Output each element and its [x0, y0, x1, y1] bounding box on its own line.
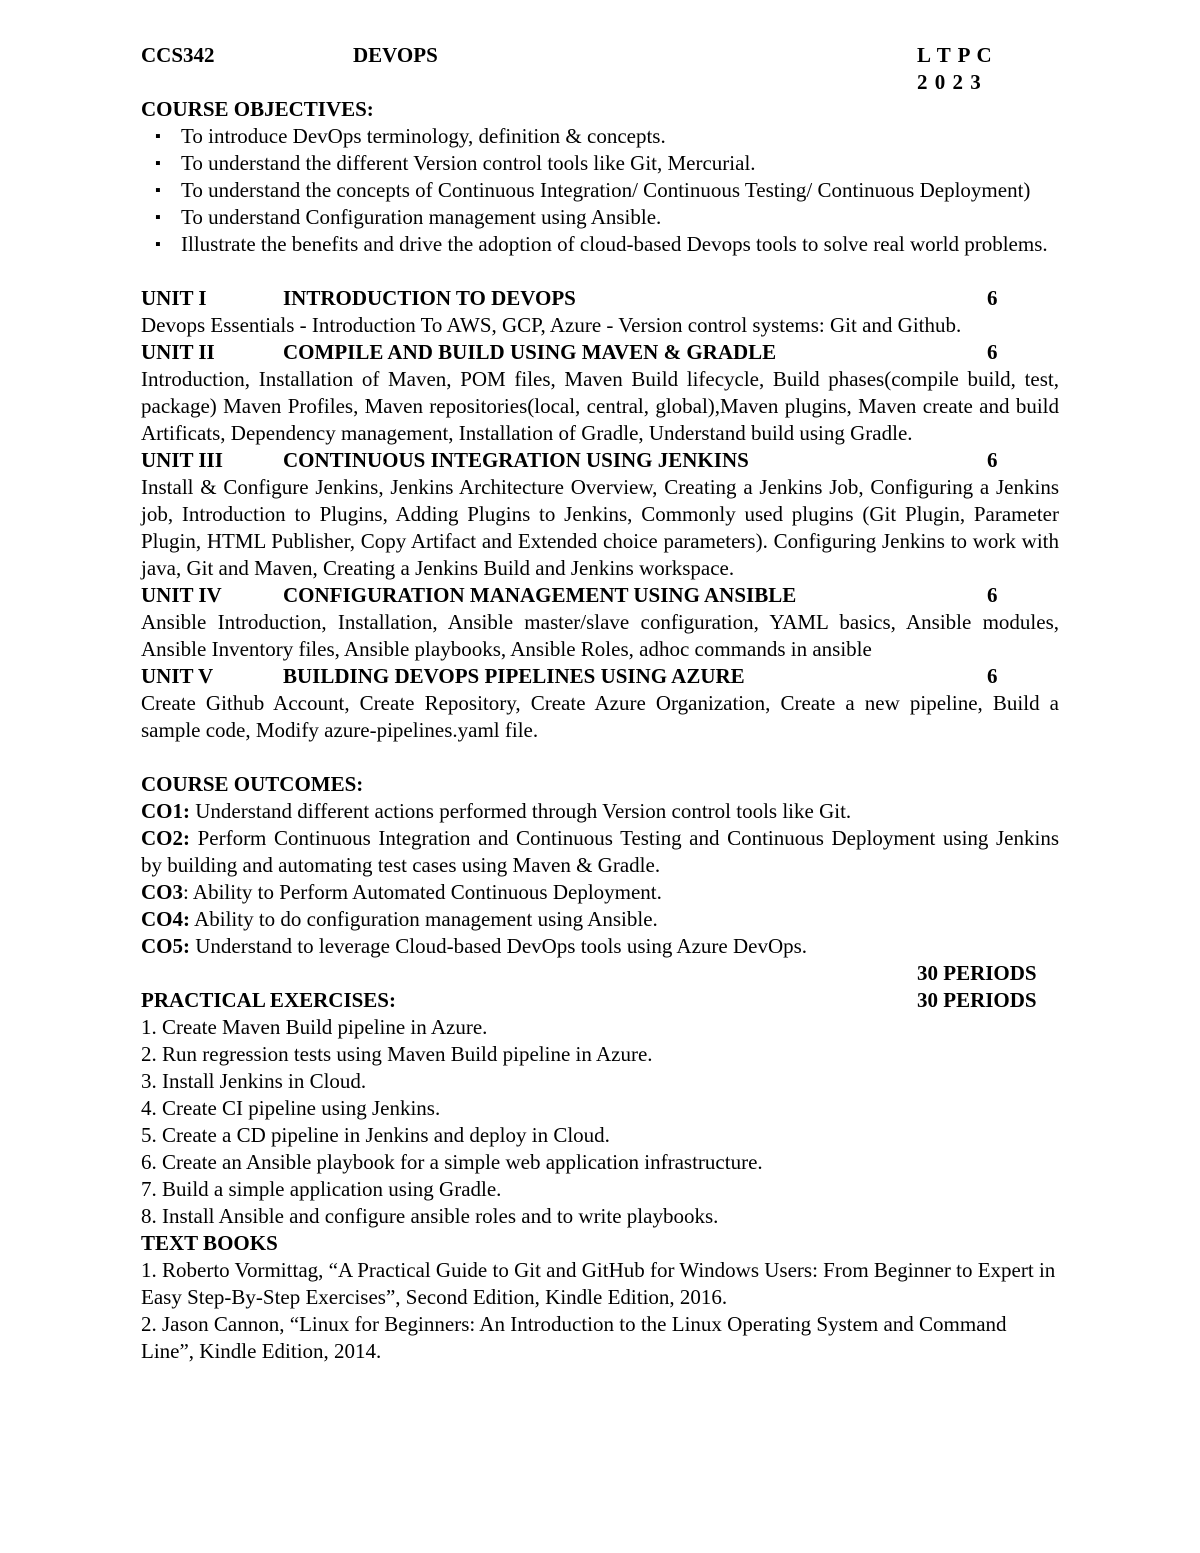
syllabus-page: [141, 42, 1059, 1365]
unit-hours: 6: [987, 583, 998, 607]
outcome-text: Ability to do configuration management using Ansible.: [190, 907, 658, 931]
unit-hours: 6: [987, 664, 998, 688]
unit-title: INTRODUCTION TO DEVOPS: [283, 286, 576, 310]
objective-item: ▪ To understand the different Version control tools like Git, Mercurial.: [181, 150, 1059, 177]
textbook-item: 2. Jason Cannon, “Linux for Beginners: An Introduction to the Linux Operating System and Command Line”, Kindle Edition, 2014.: [141, 1312, 1007, 1363]
practical-item: 5. Create a CD pipeline in Jenkins and deploy in Cloud.: [141, 1123, 610, 1147]
unit-label: UNIT IV: [141, 583, 222, 607]
outcome-code: CO3: [141, 880, 183, 904]
practical-item: 6. Create an Ansible playbook for a simple web application infrastructure.: [141, 1150, 763, 1174]
unit-title: BUILDING DEVOPS PIPELINES USING AZURE: [283, 664, 745, 688]
course-code: CCS342: [141, 43, 215, 67]
unit-label: UNIT II: [141, 340, 215, 364]
outcome-item: [141, 906, 1059, 933]
unit-1-body: Devops Essentials - Introduction To AWS, GCP, Azure - Version control systems: Git and Github.: [141, 313, 962, 337]
unit-title: CONTINUOUS INTEGRATION USING JENKINS: [283, 448, 749, 472]
theory-periods-row: [141, 960, 1059, 987]
ltpc-values: 2 0 2 3: [917, 70, 982, 94]
unit-hours: 6: [987, 286, 998, 310]
objectives-heading: COURSE OBJECTIVES:: [141, 97, 374, 121]
objective-item: ▪ Illustrate the benefits and drive the adoption of cloud-based Devops tools to solve real world problems.: [181, 231, 1059, 258]
outcome-text: : Ability to Perform Automated Continuous Deployment.: [183, 880, 662, 904]
unit-5-heading: [141, 663, 1059, 690]
unit-label: UNIT V: [141, 664, 214, 688]
practical-item: 1. Create Maven Build pipeline in Azure.: [141, 1015, 488, 1039]
unit-2-body: Introduction, Installation of Maven, POM files, Maven Build lifecycle, Build phases(compile build, test, package) Maven Profiles, Maven repositories(local, central, global),Maven plugins, Maven create and build Artificats, Dependency management, Installation of Gradle, Understand build using Gradle.: [141, 367, 1059, 445]
unit-title: CONFIGURATION MANAGEMENT USING ANSIBLE: [283, 583, 797, 607]
outcome-item: [141, 933, 1059, 960]
unit-3-heading: [141, 447, 1059, 474]
outcome-code: CO1:: [141, 799, 190, 823]
unit-label: UNIT III: [141, 448, 223, 472]
unit-hours: 6: [987, 448, 998, 472]
outcome-code: CO2:: [141, 826, 190, 850]
unit-label: UNIT I: [141, 286, 207, 310]
course-header: [141, 42, 1059, 96]
unit-title: COMPILE AND BUILD USING MAVEN & GRADLE: [283, 340, 777, 364]
practical-heading: PRACTICAL EXERCISES:: [141, 988, 396, 1012]
practical-heading-row: [141, 987, 1059, 1014]
outcome-text: Understand to leverage Cloud-based DevOps tools using Azure DevOps.: [190, 934, 808, 958]
objective-item: ▪ To understand Configuration management using Ansible.: [181, 204, 1059, 231]
outcome-code: CO5:: [141, 934, 190, 958]
practical-item: 4. Create CI pipeline using Jenkins.: [141, 1096, 441, 1120]
outcome-item: [141, 879, 1059, 906]
unit-4-body: Ansible Introduction, Installation, Ansible master/slave configuration, YAML basics, Ansible modules, Ansible Inventory files, Ansible playbooks, Ansible Roles, adhoc commands in ansible: [141, 610, 1059, 661]
theory-periods: 30 PERIODS: [917, 961, 1037, 985]
outcome-text: Understand different actions performed through Version control tools like Git.: [190, 799, 852, 823]
ltpc-label: L T P C: [917, 43, 993, 67]
unit-hours: 6: [987, 340, 998, 364]
practical-item: 3. Install Jenkins in Cloud.: [141, 1069, 367, 1093]
outcomes-heading: COURSE OUTCOMES:: [141, 772, 364, 796]
objectives-list: [141, 123, 1059, 258]
textbook-item: 1. Roberto Vormittag, “A Practical Guide to Git and GitHub for Windows Users: From Beginner to Expert in Easy Step-By-Step Exercises”, Second Edition, Kindle Edition, 2016.: [141, 1258, 1056, 1309]
textbooks-heading: TEXT BOOKS: [141, 1231, 278, 1255]
practical-periods: 30 PERIODS: [917, 988, 1037, 1012]
outcome-item: [141, 825, 1059, 879]
practical-item: 7. Build a simple application using Gradle.: [141, 1177, 502, 1201]
practical-item: 2. Run regression tests using Maven Build pipeline in Azure.: [141, 1042, 653, 1066]
unit-3-body: Install & Configure Jenkins, Jenkins Architecture Overview, Creating a Jenkins Job, Configuring a Jenkins job, Introduction to Plugins, Adding Plugins to Jenkins, Commonly used plugins (Git Plugin, Parameter Plugin, HTML Publisher, Copy Artifact and Extended choice parameters). Configuring Jenkins to work with java, Git and Maven, Creating a Jenkins Build and Jenkins workspace.: [141, 475, 1059, 580]
unit-1-heading: [141, 285, 1059, 312]
course-title: DEVOPS: [353, 43, 438, 67]
objective-item: ▪ To understand the concepts of Continuous Integration/ Continuous Testing/ Continuous Deployment): [181, 177, 1059, 204]
unit-2-heading: [141, 339, 1059, 366]
outcome-code: CO4:: [141, 907, 190, 931]
practical-item: 8. Install Ansible and configure ansible roles and to write playbooks.: [141, 1204, 719, 1228]
outcome-item: [141, 798, 1059, 825]
unit-4-heading: [141, 582, 1059, 609]
unit-5-body: Create Github Account, Create Repository, Create Azure Organization, Create a new pipeline, Build a sample code, Modify azure-pipelines.yaml file.: [141, 691, 1059, 742]
outcome-text: Perform Continuous Integration and Continuous Testing and Continuous Deployment using Jenkins by building and automating test cases using Maven & Gradle.: [141, 826, 1059, 877]
objective-item: ▪ To introduce DevOps terminology, definition & concepts.: [181, 123, 1059, 150]
